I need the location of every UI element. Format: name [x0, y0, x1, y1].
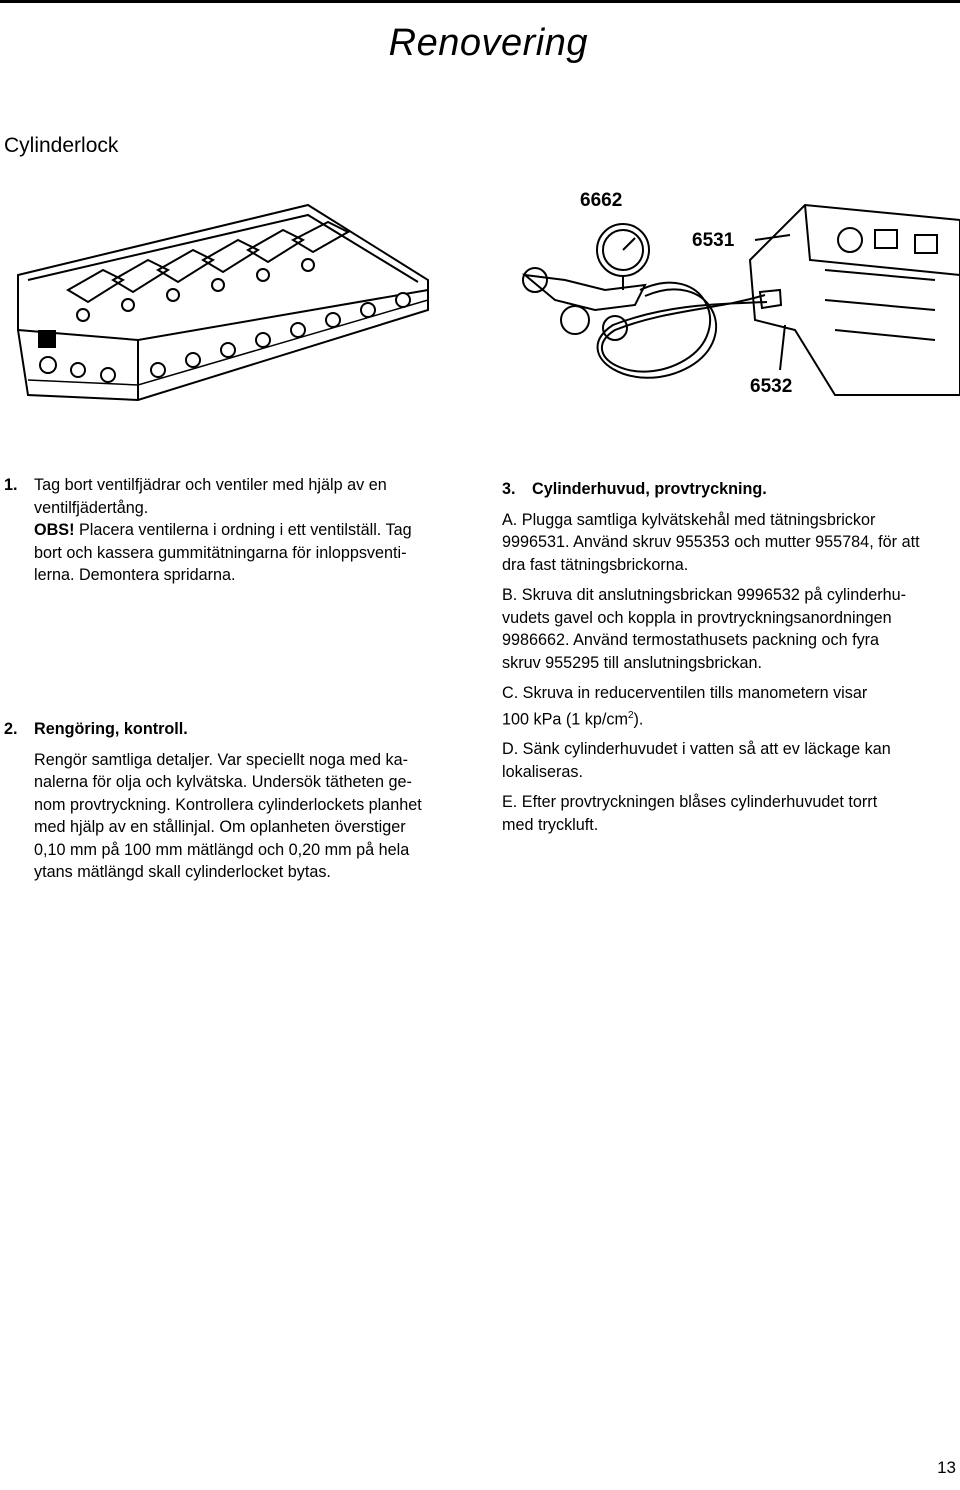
step-2-line: nalerna för olja och kylvätska. Undersök tätheten ge- — [34, 773, 412, 791]
step-c-value: 100 kPa (1 kp/cm — [502, 709, 628, 728]
cylinder-head-illustration — [8, 180, 438, 430]
step-2-number: 2. — [4, 720, 18, 738]
step-1-line2: ventilfjädertång. — [34, 498, 149, 517]
step-1-line4: bort och kassera gummitätningarna för inloppsventi- — [34, 543, 407, 562]
pressure-test-illustration — [505, 180, 960, 410]
page-title: Renovering — [388, 22, 588, 64]
step-b-line: B. Skruva dit anslutningsbrickan 9996532 på cylinderhu- — [502, 586, 907, 604]
step-b-line: 9986662. Använd termostathusets packning och fyra — [502, 631, 880, 649]
step-1 — [4, 474, 464, 587]
label-6531: 6531 — [692, 230, 735, 251]
step-3-heading: Cylinderhuvud, provtryckning. — [532, 480, 767, 498]
step-2-heading: Rengöring, kontroll. — [34, 720, 188, 738]
superscript: 2 — [627, 709, 634, 721]
step-3-number: 3. — [502, 480, 516, 498]
step-2 — [4, 718, 464, 884]
step-d-line: D. Sänk cylinderhuvudet i vatten så att ev läckage kan — [502, 740, 891, 759]
section-heading: Cylinderlock — [4, 134, 119, 157]
step-2-line: med hjälp av en stållinjal. Om oplanheten överstiger — [34, 818, 406, 836]
step-a-line: A. Plugga samtliga kylvätskehål med tätningsbrickor — [502, 510, 876, 529]
label-6662: 6662 — [580, 190, 623, 211]
step-2-line: ytans mätlängd skall cylinderlocket bytas. — [34, 863, 331, 881]
step-1-line3: Placera ventilerna i ordning i ett ventilställ. Tag — [74, 521, 412, 539]
step-1-line5: lerna. Demontera spridarna. — [34, 566, 236, 584]
step-2-line: 0,10 mm på 100 mm mätlängd och 0,20 mm på hela — [34, 840, 410, 859]
step-1-line1: Tag bort ventilfjädrar och ventiler med hjälp av en — [34, 476, 387, 494]
step-b-line: vudets gavel och koppla in provtryckningsanordningen — [502, 608, 892, 627]
step-2-line: nom provtryckning. Kontrollera cylinderlockets planhet — [34, 795, 422, 814]
step-2-line: Rengör samtliga detaljer. Var speciellt noga med ka- — [34, 750, 409, 769]
step-c-line: C. Skruva in reducerventilen tills manometern visar — [502, 684, 868, 702]
step-b-line: skruv 955295 till anslutningsbrickan. — [502, 653, 763, 672]
step-d-line: lokaliseras. — [502, 762, 583, 781]
obs-label: OBS! — [34, 521, 75, 539]
step-1-number: 1. — [4, 476, 18, 494]
step-e-line: E. Efter provtryckningen blåses cylinderhuvudet torrt — [502, 793, 878, 812]
step-c-close: ). — [633, 709, 644, 728]
step-e-line: med tryckluft. — [502, 815, 599, 834]
step-a-line: 9996531. Använd skruv 955353 och mutter 955784, för att — [502, 533, 920, 551]
top-rule — [0, 0, 960, 3]
step-a-line: dra fast tätningsbrickorna. — [502, 555, 689, 574]
step-3 — [502, 478, 960, 836]
page-number: 13 — [937, 1458, 956, 1477]
label-6532: 6532 — [750, 376, 793, 397]
